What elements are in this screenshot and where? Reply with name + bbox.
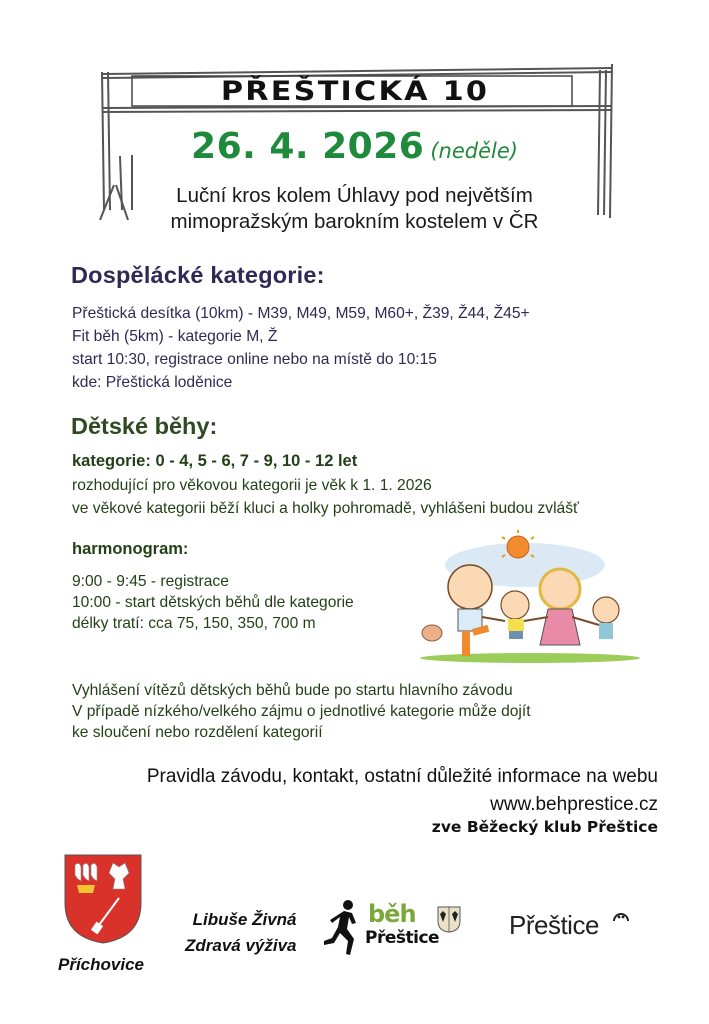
schedule-item: 9:00 - 9:45 - registrace — [72, 573, 229, 590]
kids-races-heading: Dětské běhy: — [71, 413, 218, 439]
note-line: V případě nízkého/velkého zájmu o jednotlivé kategorie může dojít — [72, 703, 531, 720]
sponsor-line: Libuše Živná — [192, 910, 297, 929]
note-line: ke sloučení nebo rozdělení kategorií — [72, 724, 323, 741]
schedule-list — [72, 571, 354, 634]
beh-logo-word: běh — [368, 900, 416, 928]
prichovice-coat-of-arms-icon — [63, 853, 143, 945]
info-line: start 10:30, registrace online nebo na místě do 10:15 — [72, 351, 437, 368]
runner-silhouette-icon — [322, 899, 362, 957]
info-line: kde: Přeštická loděnice — [72, 374, 233, 391]
prichovice-label: Příchovice — [58, 955, 144, 974]
kids-categories: kategorie: 0 - 4, 5 - 6, 7 - 9, 10 - 12 let — [72, 452, 358, 470]
adult-categories-heading: Dospělácké kategorie: — [71, 262, 325, 288]
beh-logo-town: Přeštice — [365, 928, 440, 948]
schedule-item: 10:00 - start dětských běhů dle kategorie — [72, 594, 354, 611]
sponsor-line: Zdravá výživa — [185, 936, 297, 955]
club-invite: zve Běžecký klub Přeštice — [431, 818, 658, 836]
race-title: PŘEŠTICKÁ 10 — [220, 76, 490, 107]
kids-notes — [72, 680, 531, 743]
race-date-line — [0, 126, 709, 167]
note-line: Vyhlášení vítězů dětských běhů bude po startu hlavního závodu — [72, 682, 513, 699]
subtitle-line: mimopražským barokním kostelem v ČR — [170, 210, 539, 233]
adult-categories-info — [72, 302, 530, 394]
info-line: Přeštická desítka (10km) - M39, M49, M59, M60+, Ž39, Ž44, Ž45+ — [72, 305, 530, 322]
prestice-town-logo: Přeštice — [509, 910, 599, 940]
race-subtitle — [0, 183, 709, 235]
schedule-item: délky tratí: cca 75, 150, 350, 700 m — [72, 615, 316, 632]
info-line: ve věkové kategorii běží kluci a holky pohromadě, vyhlášeni budou zvlášť — [72, 500, 579, 517]
subtitle-line: Luční kros kolem Úhlavy pod největším — [176, 184, 533, 207]
website-link[interactable]: www.behprestice.cz — [490, 794, 658, 815]
kids-info — [72, 474, 579, 520]
family-running-illustration — [410, 525, 655, 665]
prestice-logo-mark-icon — [612, 909, 630, 923]
race-weekday: (neděle) — [430, 139, 518, 163]
prestice-crest-icon — [437, 906, 461, 933]
sponsor-zdrava-vyziva — [185, 907, 297, 959]
info-line: Fit běh (5km) - kategorie M, Ž — [72, 328, 278, 345]
race-date: 26. 4. 2026 — [191, 126, 425, 167]
rules-info-text: Pravidla závodu, kontakt, ostatní důležité informace na webu — [146, 766, 658, 787]
schedule-heading: harmonogram: — [72, 540, 189, 558]
info-line: rozhodující pro věkovou kategorii je věk k 1. 1. 2026 — [72, 477, 432, 494]
